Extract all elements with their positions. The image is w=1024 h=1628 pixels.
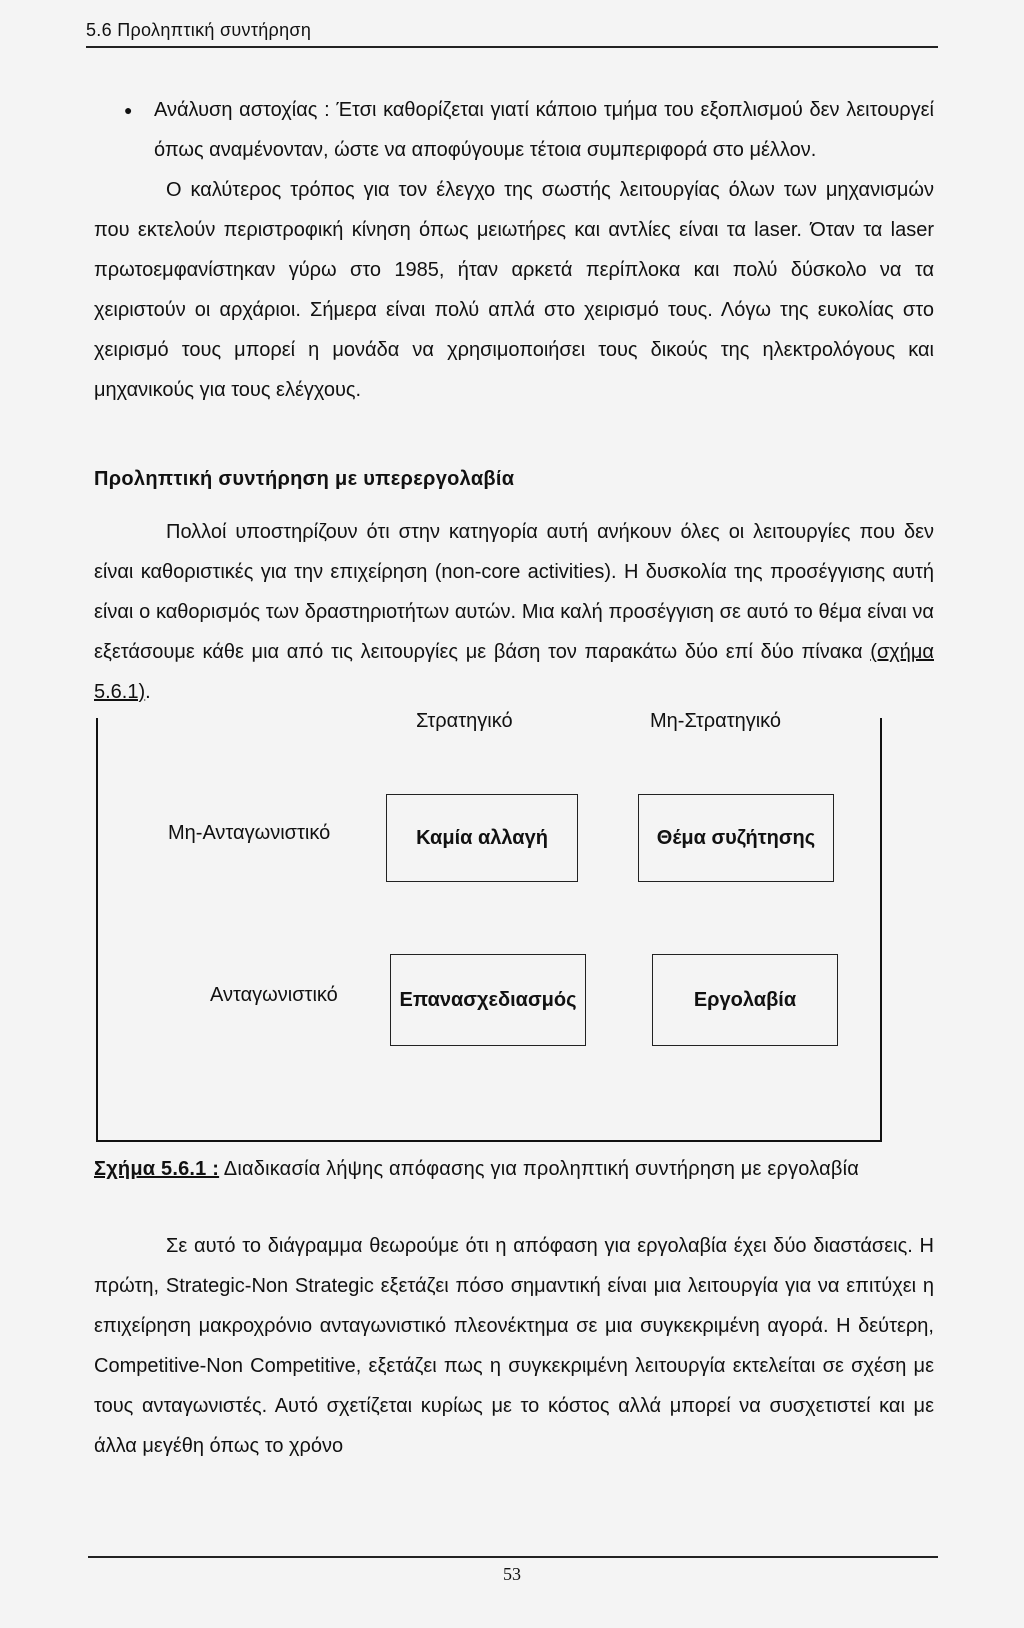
row-label-non-competitive: Μη-Ανταγωνιστικό [168, 822, 331, 844]
decision-matrix [96, 710, 882, 1142]
bullet-list [94, 90, 934, 410]
cell-contracting: Εργολαβία [652, 954, 838, 1046]
bullet-text: Ανάλυση αστοχίας : Έτσι καθορίζεται γιατί κάποιο τμήμα του εξοπλισμού δεν λειτουργεί όπως αναμένονταν, ώστε να αποφύγουμε τέτοια συμπεριφορά στο μέλλον. [154, 99, 934, 161]
bullet-icon: ● [124, 102, 133, 118]
figure-caption [94, 1158, 859, 1181]
page-header: 5.6 Προληπτική συντήρηση [86, 20, 312, 40]
section-title: Προληπτική συντήρηση με υπερεργολαβία [94, 468, 515, 490]
page-number: 53 [503, 1564, 521, 1584]
caption-text: Διαδικασία λήψης απόφασης για προληπτική συντήρηση με εργολαβία [219, 1158, 859, 1180]
paragraph-non-core [94, 512, 934, 712]
paragraph-non-core-text: Πολλοί υποστηρίζουν ότι στην κατηγορία αυτή ανήκουν όλες οι λειτουργίες που δεν είναι καθοριστικές για την επιχείρηση (non-core activities). Η δυσκολία της προσέγγισης αυτή είναι ο καθορισμός των δραστηριοτήτων αυτών. Μια καλή προσέγγιση σε αυτό το θέμα είναι να εξετάσουμε κάθε μια από τις λειτουργίες με βάση τον παρακάτω δύο επί δύο πίνακα [94, 521, 934, 663]
cell-discussion: Θέμα συζήτησης [638, 794, 834, 882]
column-label-non-strategic: Μη-Στρατηγικό [650, 710, 782, 732]
cell-no-change: Καμία αλλαγή [386, 794, 578, 882]
cell-redesign: Επανασχεδιασμός [390, 954, 586, 1046]
column-label-strategic: Στρατηγικό [416, 710, 513, 732]
footer-rule [88, 1556, 938, 1558]
row-label-competitive: Ανταγωνιστικό [210, 984, 338, 1006]
paragraph-end: . [145, 681, 151, 703]
figure-link[interactable]: (σχήμα 5.6.1) [94, 641, 934, 703]
caption-label: Σχήμα 5.6.1 : [94, 1158, 220, 1180]
paragraph-laser: Ο καλύτερος τρόπος για τον έλεγχο της σωστής λειτουργίας όλων των μηχανισμών που εκτελούν περιστροφική κίνηση όπως μειωτήρες και αντλίες είναι τα laser. Όταν τα laser πρωτοεμφανίστηκαν γύρω στο 1985, ήταν αρκετά περίπλοκα και πολύ δύσκολο να τα χειριστούν οι αρχάριοι. Σήμερα είναι πολύ απλά στο χειρισμό τους. Λόγω της ευκολίας στο χειρισμό τους μπορεί η μονάδα να χρησιμοποιήσει τους δικούς της ηλεκτρολόγους και μηχανικούς για τους ελέγχους. [94, 179, 934, 401]
paragraph-dimensions: Σε αυτό το διάγραμμα θεωρούμε ότι η απόφαση για εργολαβία έχει δύο διαστάσεις. Η πρώτη, Strategic-Non Strategic εξετάζει πόσο σημαντική είναι μια λειτουργία για να επιτύχει η επιχείρηση μακροχρόνιο ανταγωνιστικό πλεονέκτημα σε μια συγκεκριμένη αγορά. Η δεύτερη, Competitive-Non Competitive, εξετάζει πως η συγκεκριμένη λειτουργία εκτελείται σε σχέση με τους ανταγωνιστές. Αυτό σχετίζεται κυρίως με το κόστος αλλά μπορεί να συσχετιστεί και με άλλα μεγέθη όπως το χρόνο [94, 1235, 934, 1457]
bullet-item [94, 90, 934, 170]
header-rule [86, 46, 938, 48]
